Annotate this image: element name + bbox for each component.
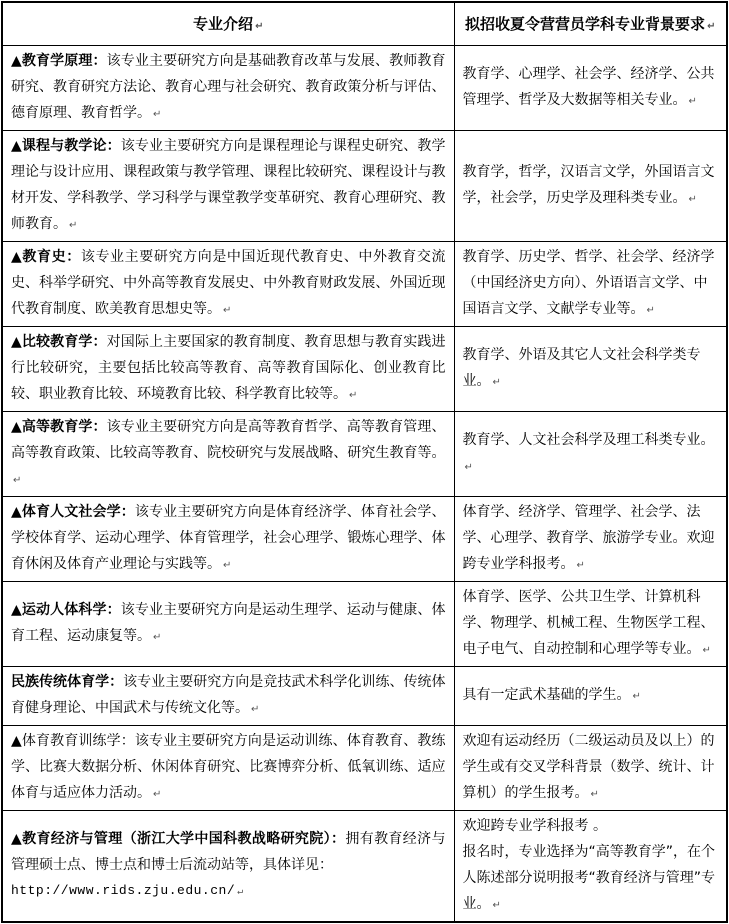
requirement-paragraph bbox=[463, 342, 719, 396]
requirement-text: 教育学、外语及其它人文社会科学类专业。 bbox=[462, 346, 701, 389]
paragraph-mark: ↵ bbox=[576, 559, 585, 571]
requirement-text: 欢迎跨专业学科报考 。 bbox=[462, 817, 607, 834]
paragraph-mark: ↵ bbox=[707, 21, 716, 33]
requirement-text: 体育学、经济学、管理学、社会学、法学、心理学、教育学、旅游学专业。欢迎跨专业学科报考。 bbox=[462, 503, 715, 572]
requirements-cell bbox=[454, 326, 727, 411]
requirement-paragraph bbox=[463, 427, 719, 481]
major-desc: 该专业主要研究方向是高等教育哲学、高等教育管理、高等教育政策、比较高等教育、院校研究与发展战略、研究生教育等。 bbox=[11, 418, 446, 461]
major-intro-cell bbox=[2, 326, 454, 411]
major-url bbox=[11, 878, 446, 906]
requirement-paragraph bbox=[463, 728, 719, 808]
requirements-cell bbox=[454, 411, 727, 496]
paragraph-mark: ↵ bbox=[153, 788, 162, 800]
major-intro-paragraph bbox=[11, 597, 446, 651]
requirements-cell bbox=[454, 666, 727, 725]
major-intro-paragraph bbox=[11, 728, 446, 808]
table-row bbox=[2, 581, 727, 666]
major-title: ▲课程与教学论： bbox=[11, 137, 121, 154]
requirements-cell bbox=[454, 725, 727, 810]
major-desc: 拥有教育经济与管理硕士点、博士点和博士后流动站等，具体详见： bbox=[11, 830, 446, 873]
paragraph-mark: ↵ bbox=[632, 690, 641, 702]
major-desc: 该专业主要研究方向是体育经济学、体育社会学、学校体育学、运动心理学、体育管理学，社会心理学、锻炼心理学、体育休闲及体育产业理论与实践等。 bbox=[11, 503, 446, 572]
header-major-intro bbox=[2, 2, 454, 45]
url-text: http://www.rids.zju.edu.cn/ bbox=[11, 882, 236, 898]
major-desc: 该专业主要研究方向是竞技武术科学化训练、传统体育健身理论、中国武术与传统文化等。 bbox=[11, 673, 446, 716]
paragraph-mark: ↵ bbox=[153, 108, 162, 120]
header-requirements bbox=[454, 2, 727, 45]
major-intro-cell bbox=[2, 581, 454, 666]
requirement-paragraph bbox=[463, 244, 719, 324]
paragraph-mark: ↵ bbox=[702, 644, 711, 656]
table-row bbox=[2, 130, 727, 241]
header-requirements-label: 拟招收夏令营营员学科专业背景要求 bbox=[465, 15, 706, 34]
major-desc: 该专业主要研究方向是运动生理学、运动与健康、体育工程、运动康复等。 bbox=[11, 601, 446, 644]
major-desc: 该专业主要研究方向是中国近现代教育史、中外教育交流史、科举学研究、中外高等教育发展史、中外教育财政发展、外国近现代教育制度、欧美教育思想史等。 bbox=[11, 248, 446, 317]
table-row bbox=[2, 496, 727, 581]
requirement-text: 欢迎有运动经历（二级运动员及以上）的学生或有交叉学科背景（数学、统计、计算机）的学生报考。 bbox=[462, 732, 715, 801]
requirements-cell bbox=[454, 581, 727, 666]
requirements-cell bbox=[454, 241, 727, 326]
major-title: ▲体育教育训练学： bbox=[11, 732, 135, 749]
major-intro-paragraph bbox=[11, 133, 446, 239]
table-row bbox=[2, 241, 727, 326]
major-title: ▲教育经济与管理（浙江大学中国科教战略研究院）： bbox=[11, 830, 346, 847]
major-title: ▲比较教育学： bbox=[11, 333, 107, 350]
requirement-text: 教育学、人文社会科学及理工科类专业。 bbox=[462, 431, 715, 448]
document-page bbox=[0, 1, 729, 923]
paragraph-mark: ↵ bbox=[464, 461, 473, 473]
requirements-cell bbox=[454, 810, 727, 922]
requirement-text: 教育学，哲学，汉语言文学，外国语言文学，社会学，历史学及理科类专业。 bbox=[462, 163, 715, 206]
major-intro-cell bbox=[2, 725, 454, 810]
major-intro-cell bbox=[2, 810, 454, 922]
paragraph-mark: ↵ bbox=[251, 703, 260, 715]
major-intro-paragraph bbox=[11, 499, 446, 579]
major-intro-cell bbox=[2, 496, 454, 581]
requirements-cell bbox=[454, 496, 727, 581]
major-title: ▲高等教育学： bbox=[11, 418, 107, 435]
table-row bbox=[2, 45, 727, 130]
major-desc: 该专业主要研究方向是运动训练、体育教育、教练学、比赛大数据分析、休闲体育研究、比赛博弈分析、低氧训练、适应体育与适应体力活动。 bbox=[11, 732, 446, 801]
requirement-paragraph bbox=[463, 682, 719, 710]
major-title: 民族传统体育学： bbox=[11, 673, 124, 690]
paragraph-mark: ↵ bbox=[688, 193, 697, 205]
majors-table bbox=[1, 1, 728, 923]
major-title: ▲体育人文社会学： bbox=[11, 503, 135, 520]
major-intro-cell bbox=[2, 666, 454, 725]
paragraph-mark: ↵ bbox=[492, 899, 501, 911]
header-major-intro-label: 专业介绍 bbox=[193, 15, 254, 34]
paragraph-mark: ↵ bbox=[223, 304, 232, 316]
paragraph-mark: ↵ bbox=[646, 304, 655, 316]
major-intro-paragraph bbox=[11, 329, 446, 409]
major-intro-cell bbox=[2, 130, 454, 241]
requirement-paragraph bbox=[463, 839, 719, 919]
major-title: ▲教育学原理： bbox=[11, 52, 107, 69]
paragraph-mark: ↵ bbox=[492, 376, 501, 388]
paragraph-mark: ↵ bbox=[69, 219, 78, 231]
major-title: ▲运动人体科学： bbox=[11, 601, 121, 618]
table-body bbox=[2, 45, 727, 922]
paragraph-mark: ↵ bbox=[223, 559, 232, 571]
requirement-text: 报名时，专业选择为“高等教育学”，在个人陈述部分说明报考“教育经济与管理”专业。 bbox=[462, 843, 716, 912]
table-row bbox=[2, 411, 727, 496]
requirement-text: 教育学、历史学、哲学、社会学、经济学（中国经济史方向）、外语语言文学、中国语言文学、文献学专业等。 bbox=[462, 248, 715, 317]
paragraph-mark: ↵ bbox=[349, 389, 358, 401]
requirements-cell bbox=[454, 130, 727, 241]
major-intro-paragraph bbox=[11, 669, 446, 723]
requirement-paragraph bbox=[463, 499, 719, 579]
requirement-text: 体育学、医学、公共卫生学、计算机科学、物理学、机械工程、生物医学工程、电子电气、自动控制和心理学等专业。 bbox=[462, 588, 715, 657]
paragraph-mark: ↵ bbox=[688, 95, 697, 107]
paragraph-mark: ↵ bbox=[237, 886, 244, 898]
requirement-paragraph bbox=[463, 61, 719, 115]
paragraph-mark: ↵ bbox=[153, 631, 162, 643]
paragraph-mark: ↵ bbox=[590, 788, 599, 800]
major-desc: 该专业主要研究方向是课程理论与课程史研究、教学理论与设计应用、课程政策与教学管理、课程比较研究、课程设计与教材开发、学科教学、学习科学与课堂教学变革研究、教育心理研究、教师教育。 bbox=[11, 137, 446, 232]
major-intro-cell bbox=[2, 45, 454, 130]
table-row bbox=[2, 666, 727, 725]
major-intro-cell bbox=[2, 241, 454, 326]
major-intro-paragraph bbox=[11, 244, 446, 324]
requirement-text: 具有一定武术基础的学生。 bbox=[462, 686, 631, 703]
requirement-paragraph bbox=[463, 584, 719, 664]
table-row bbox=[2, 725, 727, 810]
major-intro-paragraph bbox=[11, 48, 446, 128]
header-row bbox=[2, 2, 727, 45]
major-desc: 对国际上主要国家的教育制度、教育思想与教育实践进行比较研究，主要包括比较高等教育、高等教育国际化、创业教育比较、职业教育比较、环境教育比较、科学教育比较等。 bbox=[11, 333, 446, 402]
paragraph-mark: ↵ bbox=[255, 21, 264, 33]
requirement-paragraph bbox=[463, 159, 719, 213]
major-intro-cell bbox=[2, 411, 454, 496]
requirements-cell bbox=[454, 45, 727, 130]
requirement-text: 教育学、心理学、社会学、经济学、公共管理学、哲学及大数据等相关专业。 bbox=[462, 65, 715, 108]
requirement-paragraph bbox=[463, 813, 719, 839]
paragraph-mark: ↵ bbox=[13, 474, 22, 486]
major-intro-paragraph bbox=[11, 414, 446, 494]
table-row bbox=[2, 326, 727, 411]
major-intro-paragraph bbox=[11, 826, 446, 878]
major-title: ▲教育史： bbox=[11, 248, 81, 265]
major-desc: 该专业主要研究方向是基础教育改革与发展、教师教育研究、教育研究方法论、教育心理与社会研究、教育政策分析与评估、德育原理、教育哲学。 bbox=[11, 52, 446, 121]
table-row bbox=[2, 810, 727, 922]
